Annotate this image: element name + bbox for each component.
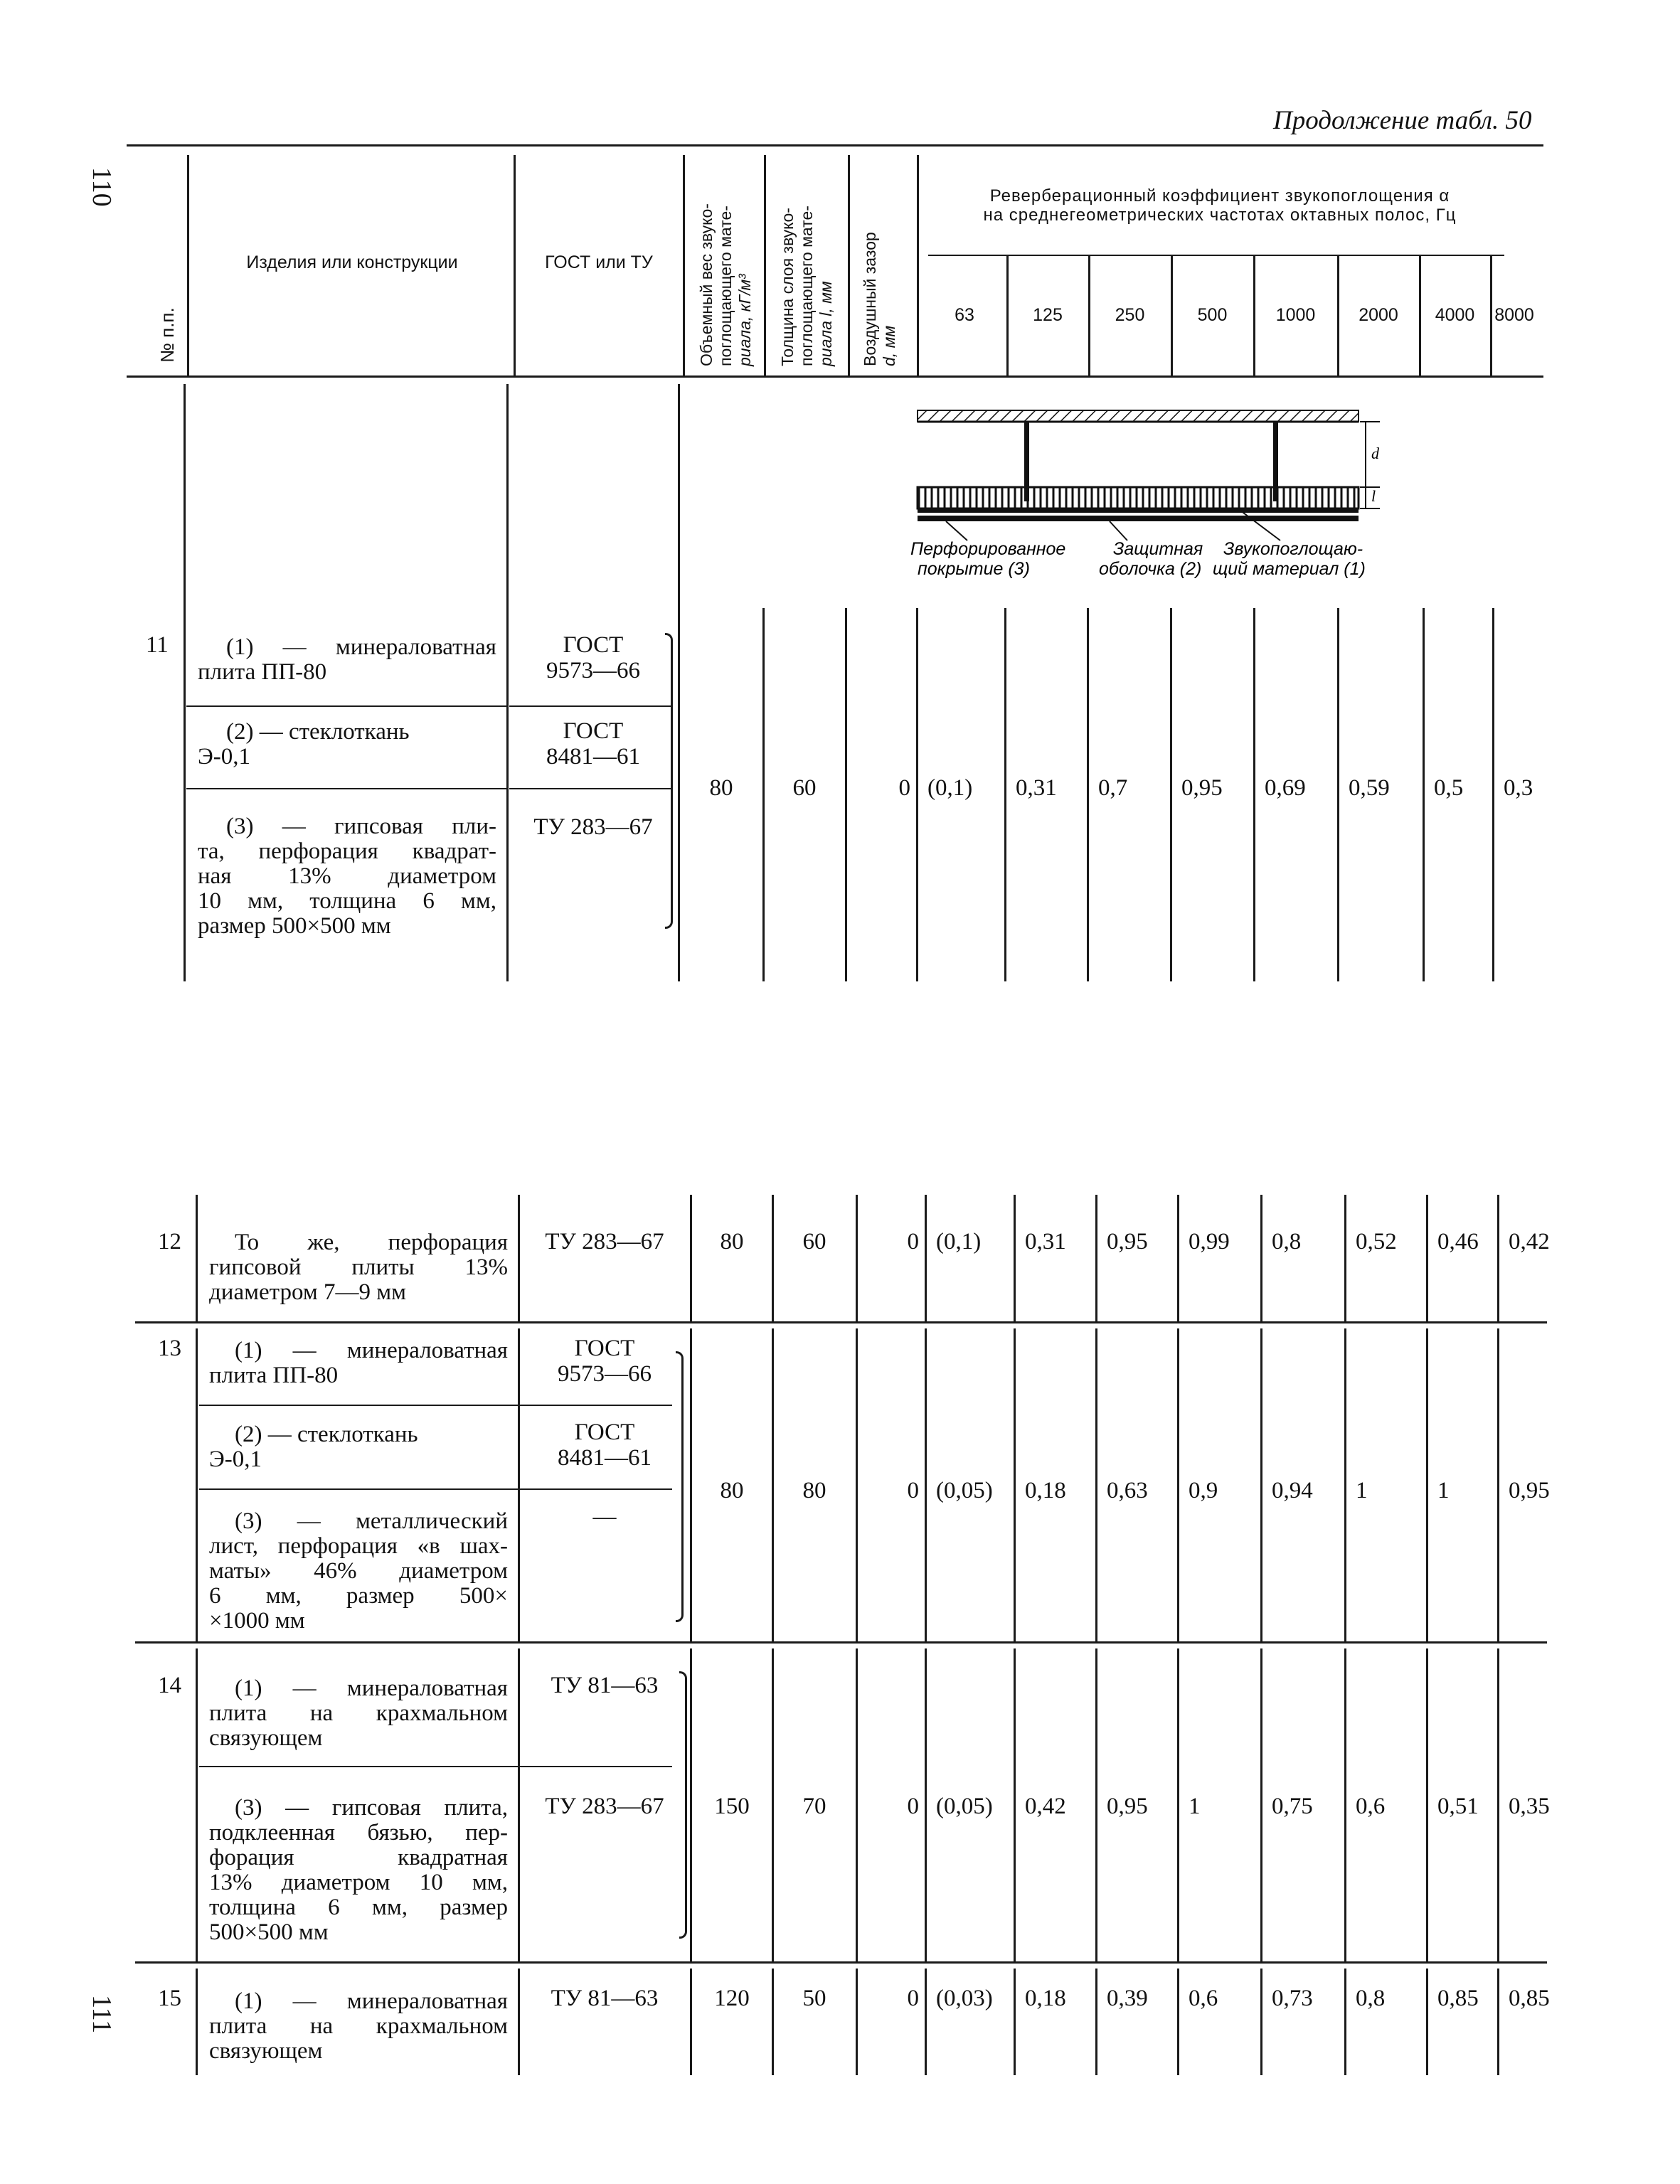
frequency-250: 250 (1115, 305, 1145, 325)
row-num: 14 (158, 1673, 181, 1698)
header-product: Изделия или конструкции (246, 252, 458, 272)
header-gost: ГОСТ или ТУ (545, 252, 653, 272)
coef-4000: 0,46 (1437, 1229, 1479, 1255)
absorber-layer (918, 487, 1359, 508)
header-thickness: Толщина слоя звуко- поглощающего мате- риала l, мм (778, 206, 835, 366)
coef-63: (0,05) (936, 1478, 993, 1503)
coef-500: 0,99 (1189, 1229, 1230, 1255)
coef-2000: 0,8 (1356, 1986, 1386, 2011)
coef-2000: 0,52 (1356, 1229, 1397, 1255)
coef-500: 1 (1189, 1794, 1201, 1819)
header-gap: Воздушный зазор d, мм (861, 232, 898, 366)
frequency-8000: 8000 (1494, 305, 1534, 325)
coef-1000: 0,94 (1272, 1478, 1313, 1503)
header-coef-title: Реверберационный коэффициент звукопоглощения α на среднегеометрических частотах октавных полос, Гц (983, 186, 1457, 225)
gap-value: 0 (898, 775, 910, 801)
row-13-part-1-gost: ГОСТ 9573—66 (558, 1336, 652, 1387)
frequency-4000: 4000 (1435, 305, 1475, 325)
header-num: № п.п. (156, 307, 178, 363)
coef-500: 0,9 (1189, 1478, 1218, 1503)
row-14-part-2-gost: ТУ 283—67 (545, 1794, 664, 1819)
coef-8000: 0,85 (1509, 1986, 1550, 2011)
coef-8000: 0,42 (1509, 1229, 1550, 1255)
header-density: Объемный вес звуко- поглощающего мате- риала, кГ/м³ (697, 203, 754, 366)
row-13-part-3-gost: — (592, 1504, 617, 1530)
coef-63: (0,1) (927, 775, 973, 801)
row-12-gost: ТУ 283—67 (545, 1229, 664, 1255)
row-11-part-1-gost: ГОСТ 9573—66 (546, 632, 640, 683)
svg-text:щий материал (1): щий материал (1) (1213, 559, 1366, 579)
svg-text:Защитная: Защитная (1113, 539, 1203, 559)
density-value: 80 (720, 1478, 744, 1503)
coef-250: 0,95 (1107, 1229, 1148, 1255)
svg-text:d: d (1371, 444, 1379, 462)
row-14-part-2-desc: (3) — гипсовая плита, подклеенная бязью, пер- форация квадратная 13% диаметром 10 мм, толщина 6 мм, размер 500×500 мм (209, 1795, 508, 1945)
svg-text:Звукопоглощаю-: Звукопоглощаю- (1223, 539, 1363, 559)
row-14-part-1-desc: (1) — минераловатная плита на крахмальном связующем (209, 1676, 508, 1751)
coef-1000: 0,73 (1272, 1986, 1313, 2011)
thickness-value: 60 (792, 775, 817, 801)
gap-value: 0 (907, 1794, 919, 1819)
svg-text:Перфорированное: Перфорированное (910, 539, 1066, 559)
coef-4000: 1 (1437, 1478, 1450, 1503)
density-value: 80 (720, 1229, 744, 1255)
row-num: 13 (158, 1336, 181, 1361)
coef-63: (0,05) (936, 1794, 993, 1819)
row-11-part-3-gost: ТУ 283—67 (533, 814, 653, 840)
coef-125: 0,18 (1025, 1478, 1066, 1503)
svg-text:l: l (1371, 487, 1376, 505)
svg-text:оболочка (2): оболочка (2) (1099, 559, 1202, 579)
row-13-part-2-gost: ГОСТ 8481—61 (558, 1419, 652, 1471)
density-value: 80 (709, 775, 733, 801)
construction-diagram (910, 402, 1408, 580)
row-num: 11 (146, 632, 169, 658)
coef-500: 0,95 (1181, 775, 1223, 801)
frequency-63: 63 (955, 305, 974, 325)
row-14-part-1-gost: ТУ 81—63 (551, 1673, 659, 1698)
coef-4000: 0,51 (1437, 1794, 1479, 1819)
continuation-title: Продолжение табл. 50 (1273, 106, 1532, 135)
coef-2000: 1 (1356, 1478, 1368, 1503)
right-page-number: 111 (87, 1995, 117, 2034)
coef-500: 0,6 (1189, 1986, 1218, 2011)
coef-250: 0,95 (1107, 1794, 1148, 1819)
coef-1000: 0,69 (1265, 775, 1306, 801)
row-15-desc: (1) — минераловатная плита на крахмальном связующем (209, 1988, 508, 2064)
row-13-part-3-desc: (3) — металлический лист, перфорация «в шах- маты» 46% диаметром 6 мм, размер 500× ×1000 мм (209, 1508, 508, 1634)
coef-8000: 0,95 (1509, 1478, 1550, 1503)
coef-125: 0,42 (1025, 1794, 1066, 1819)
coef-2000: 0,59 (1349, 775, 1390, 801)
coef-2000: 0,6 (1356, 1794, 1386, 1819)
top-rule (127, 144, 1543, 147)
row-13-part-1-desc: (1) — минераловатная плита ПП-80 (209, 1338, 508, 1388)
left-page-number: 110 (87, 167, 117, 207)
thickness-value: 60 (802, 1229, 826, 1255)
coef-63: (0,03) (936, 1986, 993, 2011)
row-11-part-2-desc: (2) — стеклоткань Э-0,1 (198, 719, 410, 769)
frequency-1000: 1000 (1275, 305, 1316, 325)
ceiling-slab (918, 410, 1359, 422)
thickness-value: 50 (802, 1986, 826, 2011)
thickness-value: 70 (802, 1794, 826, 1819)
coef-8000: 0,3 (1504, 775, 1533, 801)
row-13-part-2-desc: (2) — стеклоткань Э-0,1 (209, 1422, 418, 1472)
density-value: 150 (714, 1794, 750, 1819)
coef-8000: 0,35 (1509, 1794, 1550, 1819)
row-12-desc: То же, перфорация гипсовой плиты 13% диаметром 7—9 мм (209, 1230, 508, 1305)
coef-250: 0,7 (1098, 775, 1128, 801)
row-num: 15 (158, 1986, 181, 2011)
row-11-part-2-gost: ГОСТ 8481—61 (546, 718, 640, 769)
gap-value: 0 (907, 1986, 919, 2011)
coef-250: 0,39 (1107, 1986, 1148, 2011)
thickness-value: 80 (802, 1478, 826, 1503)
coef-1000: 0,8 (1272, 1229, 1302, 1255)
gap-value: 0 (907, 1478, 919, 1503)
density-value: 120 (714, 1986, 750, 2011)
gap-value: 0 (907, 1229, 919, 1255)
frequency-2000: 2000 (1359, 305, 1398, 325)
coef-125: 0,18 (1025, 1986, 1066, 2011)
coef-125: 0,31 (1025, 1229, 1066, 1255)
coef-4000: 0,5 (1434, 775, 1464, 801)
frequency-125: 125 (1033, 305, 1063, 325)
coef-250: 0,63 (1107, 1478, 1148, 1503)
row-15-gost: ТУ 81—63 (551, 1986, 659, 2011)
coef-63: (0,1) (936, 1229, 982, 1255)
coef-4000: 0,85 (1437, 1986, 1479, 2011)
coef-125: 0,31 (1016, 775, 1057, 801)
row-num: 12 (158, 1229, 181, 1255)
svg-text:покрытие (3): покрытие (3) (918, 559, 1030, 579)
frequency-500: 500 (1197, 305, 1228, 325)
row-11-part-3-desc: (3) — гипсовая пли- та, перфорация квадрат- ная 13% диаметром 10 мм, толщина 6 мм, размер 500×500 мм (198, 814, 496, 939)
coef-1000: 0,75 (1272, 1794, 1313, 1819)
row-11-part-1-desc: (1) — минераловатная плита ПП-80 (198, 634, 496, 685)
